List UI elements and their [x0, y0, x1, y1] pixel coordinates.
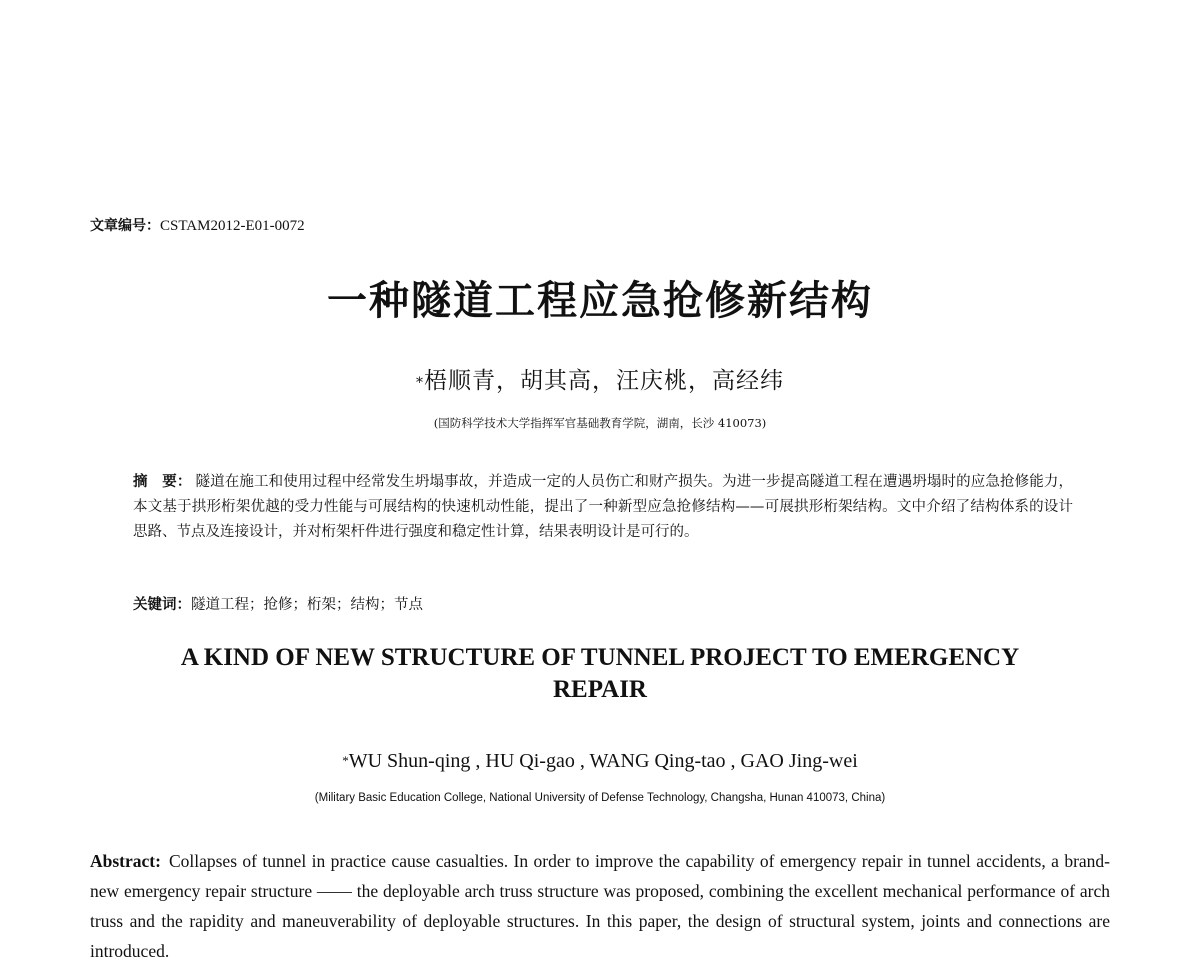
english-abstract-label: Abstract: [90, 851, 161, 871]
article-id-line [90, 217, 305, 235]
english-abstract [90, 846, 1110, 966]
article-id-label: 文章编号： [90, 218, 160, 234]
chinese-keywords-label: 关键词： [133, 597, 191, 613]
english-author-names: WU Shun-qing , HU Qi-gao , WANG Qing-tao , GAO Jing-wei [348, 750, 858, 772]
chinese-abstract-text: 隧道在施工和使用过程中经常发生坍塌事故，并造成一定的人员伤亡和财产损失。为进一步提高隧道工程在遭遇坍塌时的应急抢修能力，本文基于拱形桁架优越的受力性能与可展结构的快速机动性能，提出了一种新型应急抢修结构——可展拱形桁架结构。文中介绍了结构体系的设计思路、节点及连接设计，并对桁架杆件进行强度和稳定性计算，结果表明设计是可行的。 [133, 474, 1074, 540]
english-abstract-text: Collapses of tunnel in practice cause casualties. In order to improve the capability of emergency repair in tunnel accidents, a brand-new emergency repair structure —— the deployable arch truss structure was proposed, combining the excellent mechanical performance of arch truss and the rapidity and maneuverability of deployable structures. In this paper, the design of structural system, joints and connections are introduced. [90, 851, 1110, 961]
chinese-keywords [133, 594, 1073, 616]
chinese-abstract [133, 470, 1073, 545]
chinese-authors [0, 366, 1200, 396]
chinese-abstract-label: 摘 要： [133, 474, 192, 490]
chinese-affiliation: (国防科学技术大学指挥军官基础教育学院，湖南，长沙 410073) [433, 416, 767, 430]
english-title: A KIND OF NEW STRUCTURE OF TUNNEL PROJECT TO EMERGENCY REPAIR [180, 644, 1020, 703]
corresponding-author-mark: * [416, 375, 424, 391]
english-corresponding-author-mark: * [342, 753, 349, 768]
chinese-author-names: 梧顺青，胡其高，汪庆桃，高经纬 [424, 368, 784, 394]
article-id-value: CSTAM2012-E01-0072 [160, 218, 305, 234]
chinese-keywords-text: 隧道工程；抢修；桁架；结构；节点 [191, 597, 423, 613]
english-affiliation: (Military Basic Education College, National University of Defense Technology, Changsha, Hunan 410073, China) [314, 792, 886, 804]
chinese-title: 一种隧道工程应急抢修新结构 [327, 278, 873, 324]
english-authors [0, 748, 1200, 774]
